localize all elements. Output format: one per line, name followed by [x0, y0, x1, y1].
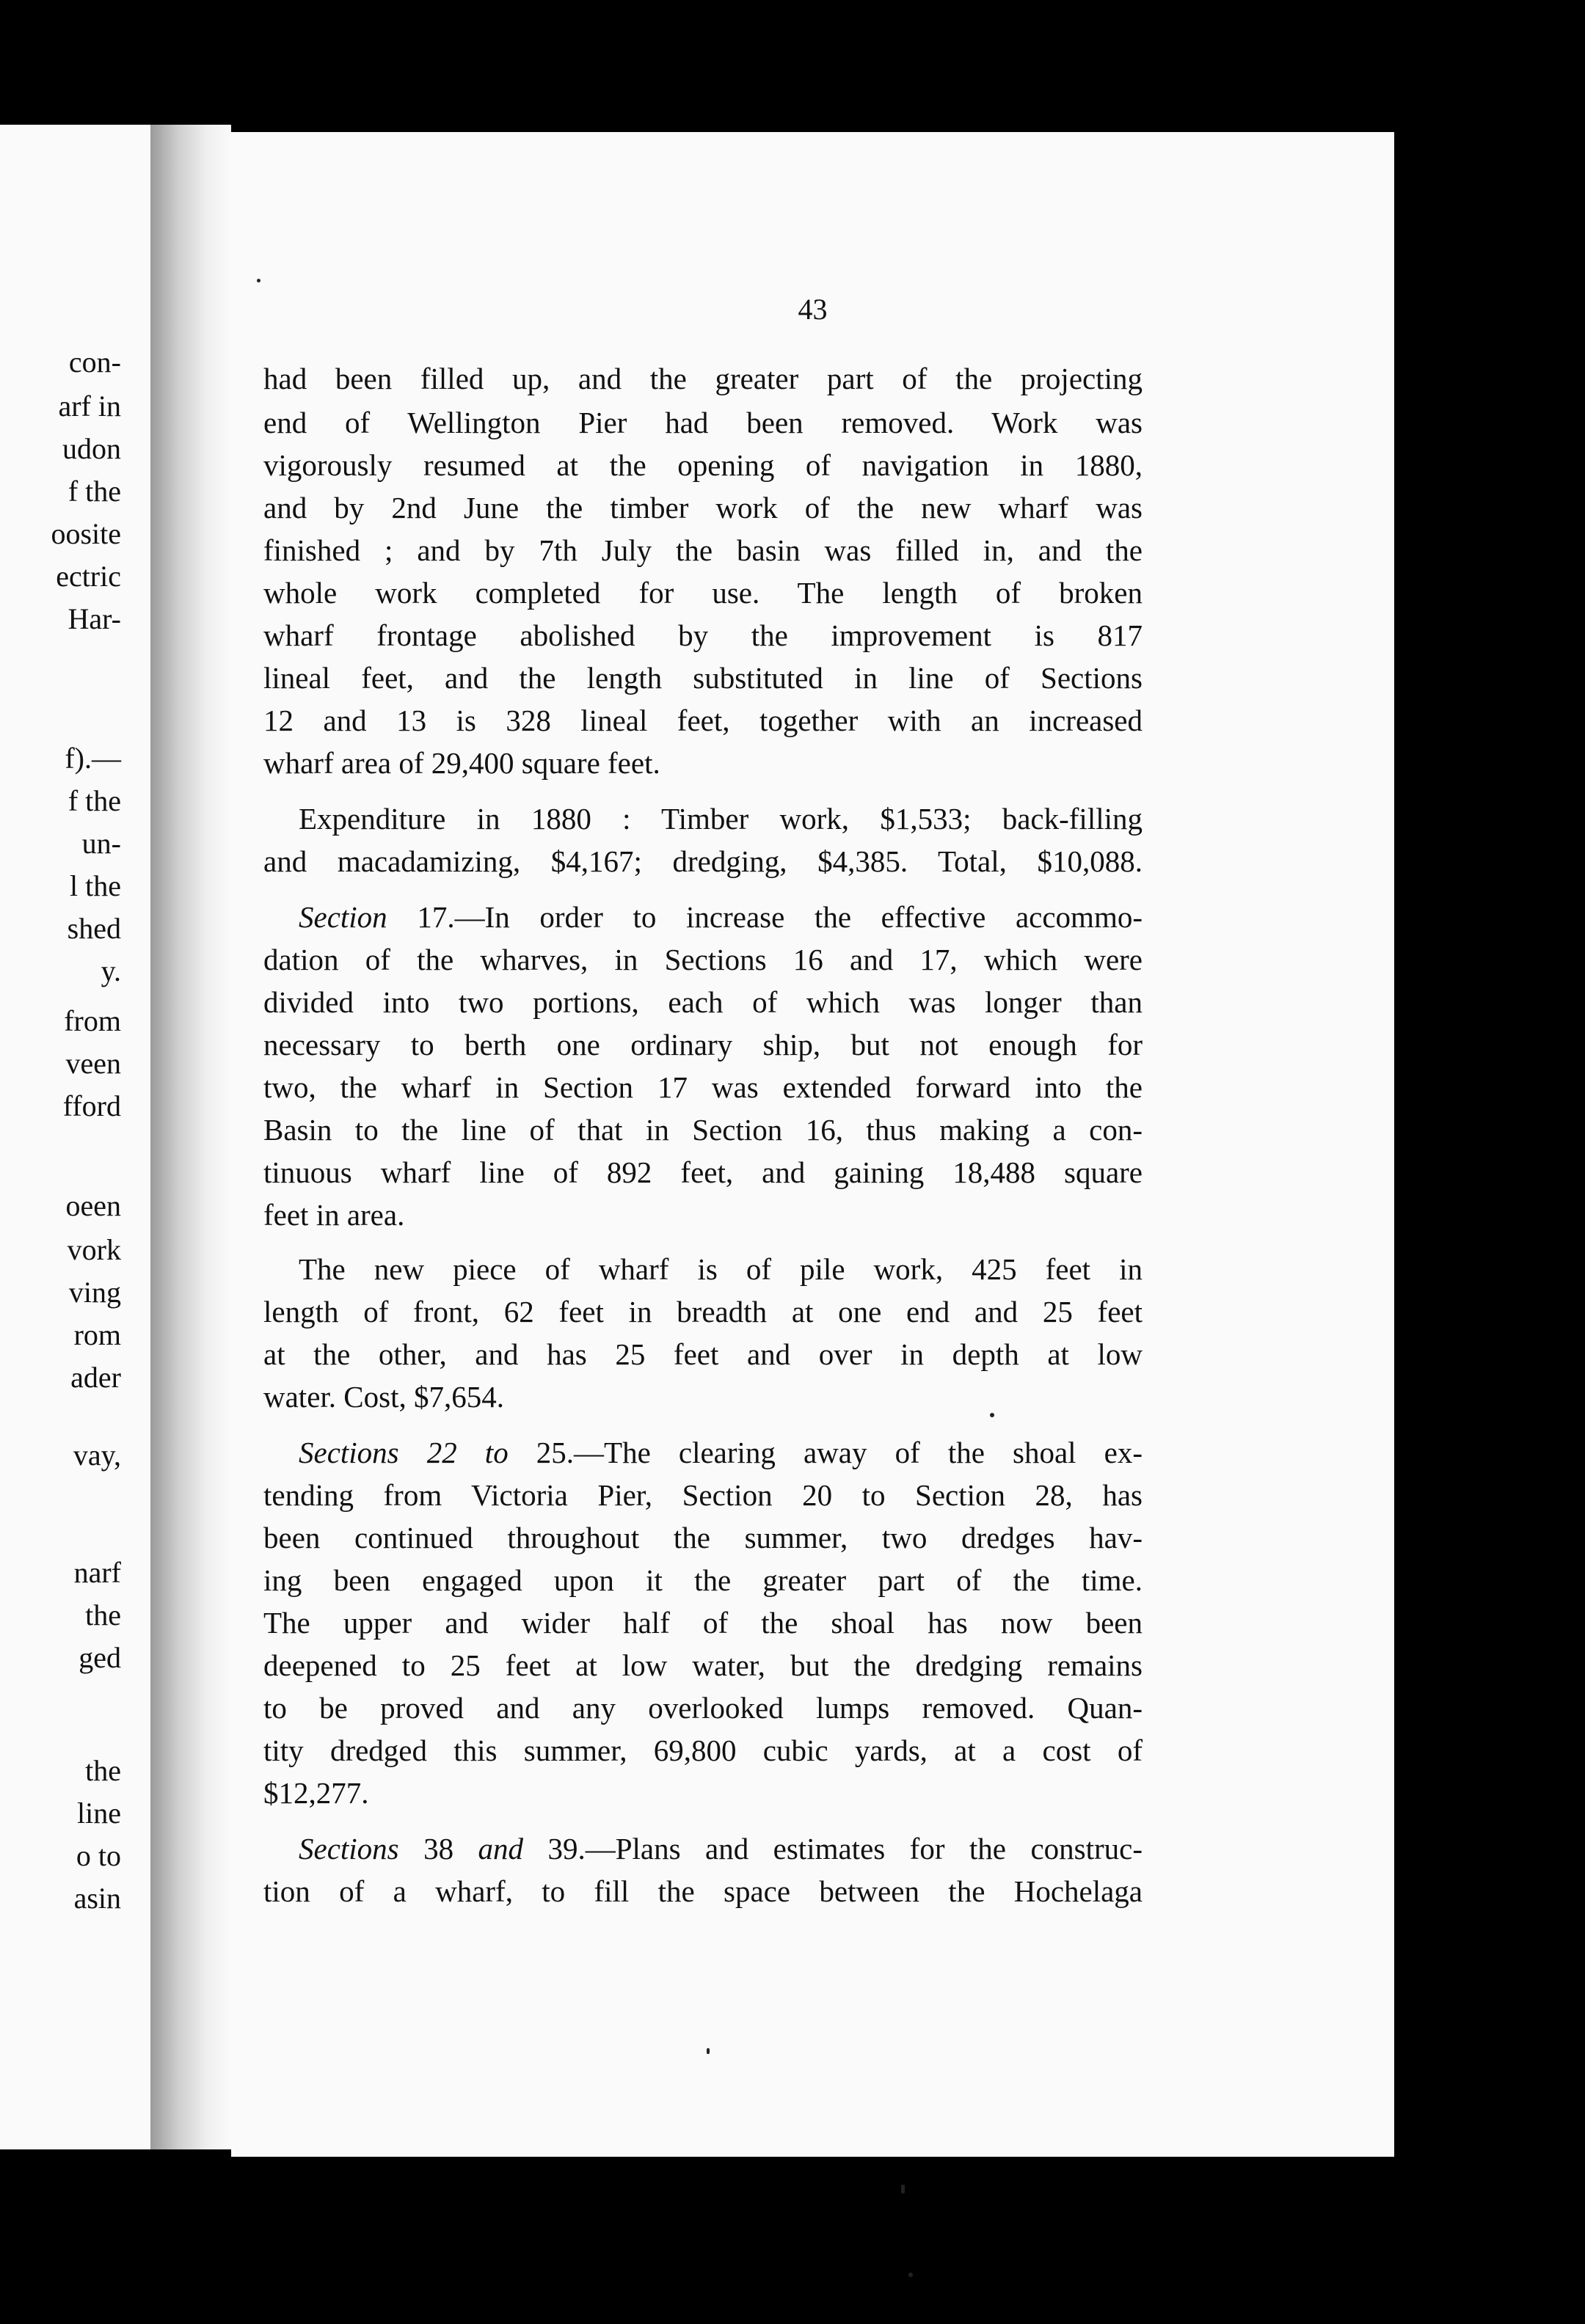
text-line: Sections 22 to 25.—The clearing away of the shoal ex-: [299, 1436, 1143, 1469]
text-line: end of Wellington Pier had been removed. Work was: [263, 406, 1143, 439]
left-page-line: oeen: [65, 1189, 121, 1222]
left-page-line: f the: [68, 784, 121, 817]
left-page-line: udon: [62, 432, 121, 465]
text-line: water. Cost, $7,654.: [263, 1380, 504, 1414]
left-page-line: shed: [67, 912, 121, 945]
left-page-line: Har-: [68, 602, 121, 635]
text-line: wharf frontage abolished by the improvement is 817: [263, 618, 1143, 652]
left-page-line: ader: [70, 1361, 121, 1394]
text-line: The new piece of wharf is of pile work, 425 feet in: [299, 1252, 1143, 1286]
left-page-line: ectric: [56, 560, 121, 593]
speck: [257, 279, 260, 282]
text-line: tion of a wharf, to fill the space between the Hochelaga: [263, 1874, 1143, 1908]
text-line: whole work completed for use. The length of broken: [263, 576, 1143, 610]
left-page-line: o to: [76, 1839, 121, 1872]
text-line: been continued throughout the summer, two dredges hav-: [263, 1521, 1143, 1554]
left-page-line: con-: [68, 346, 121, 379]
section-heading: Section: [299, 900, 387, 934]
left-page-line: line: [77, 1797, 121, 1830]
left-page-line: f the: [68, 475, 121, 508]
text-line: ing been engaged upon it the greater part of the time.: [263, 1563, 1143, 1597]
left-page-line: y.: [101, 954, 121, 987]
text-line: tinuous wharf line of 892 feet, and gaining 18,488 square: [263, 1155, 1143, 1189]
text-line: vigorously resumed at the opening of navigation in 1880,: [263, 448, 1143, 482]
left-page-line: f).—: [65, 742, 121, 775]
left-page-line: asin: [73, 1882, 121, 1915]
text-line: length of front, 62 feet in breadth at one end and 25 feet: [263, 1295, 1143, 1329]
text-line: two, the wharf in Section 17 was extended forward into the: [263, 1070, 1143, 1104]
left-page-line: fford: [62, 1089, 121, 1122]
left-page-line: from: [64, 1004, 121, 1037]
left-page-fragment: [0, 125, 150, 2149]
left-page-line: l the: [70, 869, 121, 902]
text-line: dation of the wharves, in Sections 16 and 17, which were: [263, 943, 1143, 976]
page-43: [231, 132, 1394, 2157]
left-page-line: the: [85, 1598, 121, 1631]
text-line: had been filled up, and the greater part of the projecting: [263, 362, 1143, 395]
left-page-line: vork: [67, 1233, 121, 1266]
speck: [908, 2273, 913, 2277]
speck: [990, 1413, 994, 1417]
speck: [707, 2048, 710, 2054]
left-page-line: the: [85, 1754, 121, 1787]
text-line: finished ; and by 7th July the basin was filled in, and the: [263, 533, 1143, 567]
text-line: at the other, and has 25 feet and over in depth at low: [263, 1337, 1143, 1371]
left-page-line: ged: [79, 1641, 121, 1674]
section-heading: Sections 22 to: [299, 1436, 509, 1469]
text-line: tity dredged this summer, 69,800 cubic yards, at a cost of: [263, 1733, 1143, 1767]
text-line: Expenditure in 1880 : Timber work, $1,533; back-filling: [299, 802, 1143, 836]
text-line: Section 17.—In order to increase the effective accommo-: [299, 900, 1143, 934]
text-line: $12,277.: [263, 1776, 369, 1810]
page-number: 43: [798, 293, 828, 326]
text-line: necessary to berth one ordinary ship, but not enough for: [263, 1028, 1143, 1061]
left-page-line: oosite: [51, 517, 121, 550]
text-line: Sections 38 and 39.—Plans and estimates for the construc-: [299, 1832, 1143, 1866]
left-page-line: veen: [65, 1047, 121, 1080]
section-heading: Sections: [299, 1832, 399, 1866]
text-line: and macadamizing, $4,167; dredging, $4,385. Total, $10,088.: [263, 844, 1143, 878]
text-line: and by 2nd June the timber work of the new wharf was: [263, 491, 1143, 525]
text-line: tending from Victoria Pier, Section 20 to Section 28, has: [263, 1478, 1143, 1512]
text-line: to be proved and any overlooked lumps removed. Quan-: [263, 1691, 1143, 1725]
book-gutter-shadow: [150, 125, 231, 2149]
text-line: lineal feet, and the length substituted in line of Sections: [263, 661, 1143, 695]
left-page-line: un-: [81, 827, 121, 860]
text-line: Basin to the line of that in Section 16, thus making a con-: [263, 1113, 1143, 1147]
text-line: deepened to 25 feet at low water, but the dredging remains: [263, 1648, 1143, 1682]
speck: [901, 2185, 905, 2193]
left-page-line: narf: [73, 1556, 121, 1589]
text-line: 12 and 13 is 328 lineal feet, together with an increased: [263, 704, 1143, 737]
text-line: feet in area.: [263, 1198, 405, 1232]
left-page-line: rom: [73, 1318, 121, 1351]
text-line: divided into two portions, each of which was longer than: [263, 985, 1143, 1019]
left-page-line: arf in: [58, 390, 121, 423]
left-page-line: vay,: [73, 1439, 121, 1472]
text-line: wharf area of 29,400 square feet.: [263, 746, 660, 780]
left-page-line: ving: [68, 1276, 121, 1309]
text-line: The upper and wider half of the shoal has now been: [263, 1606, 1143, 1640]
